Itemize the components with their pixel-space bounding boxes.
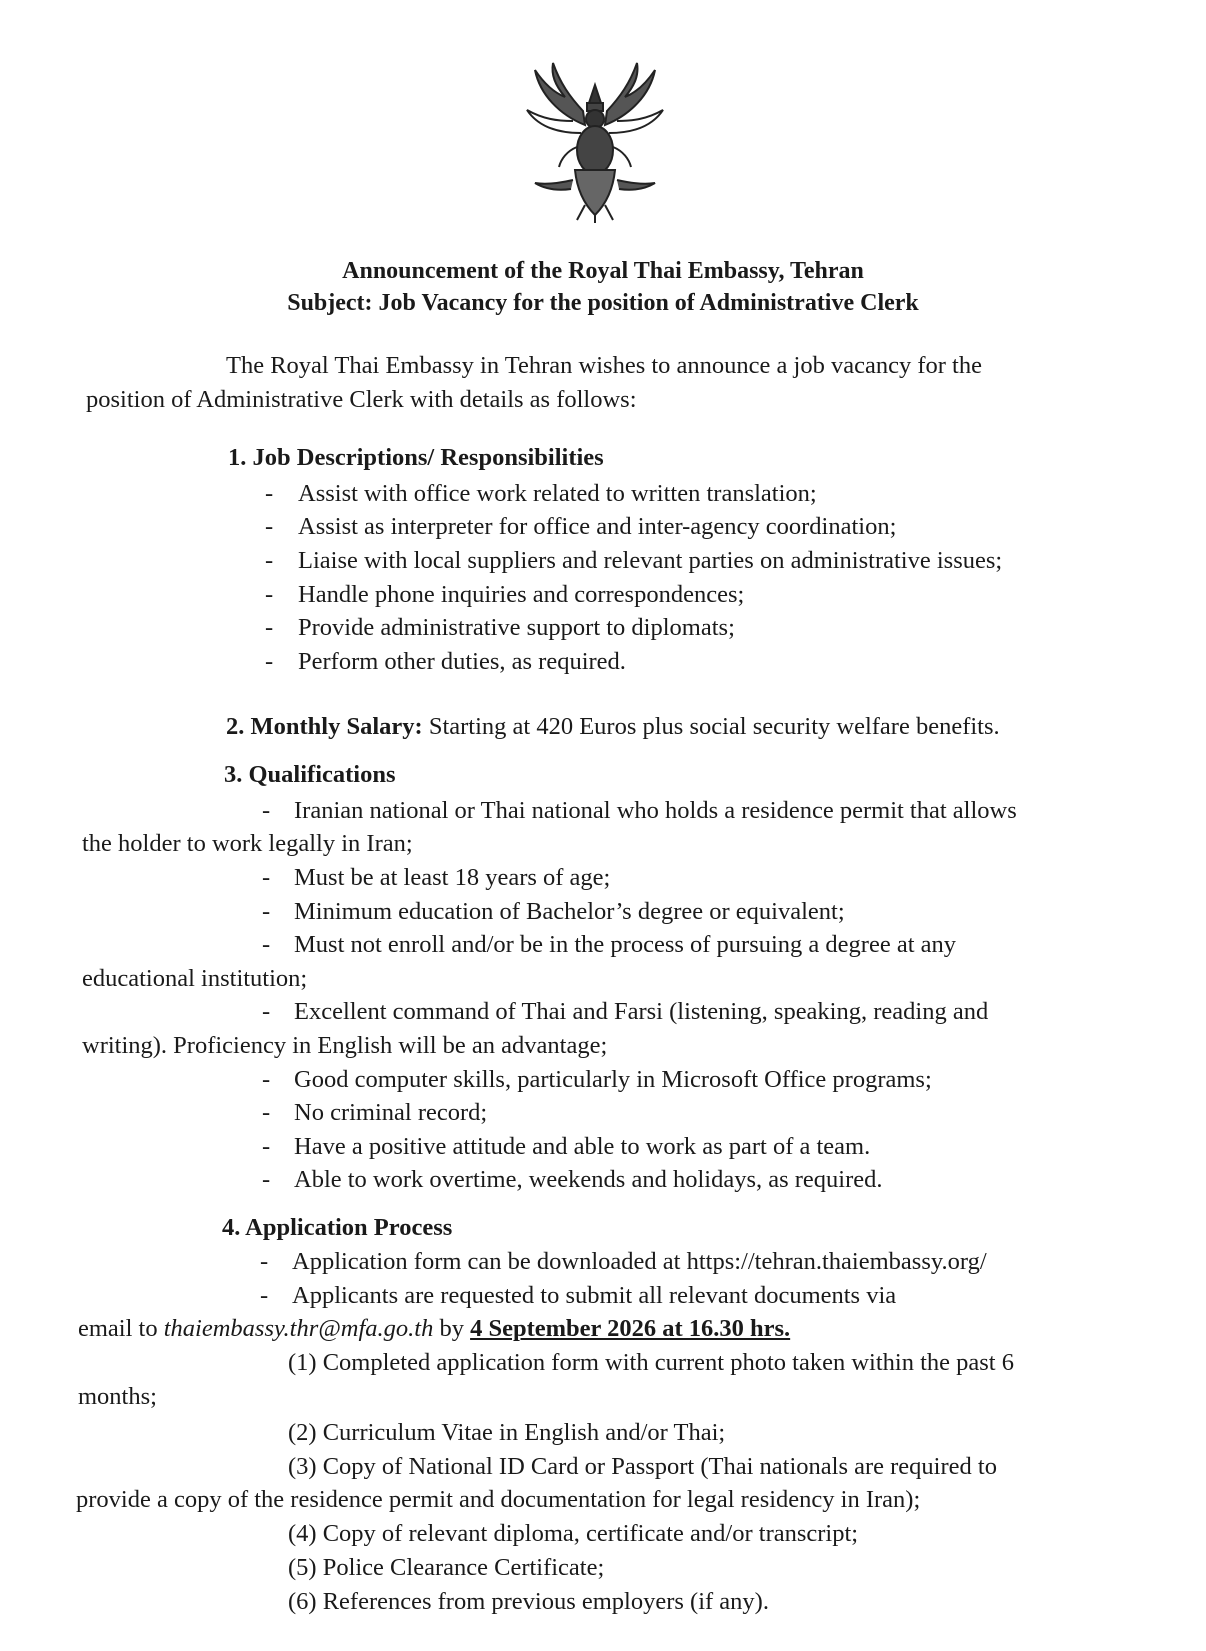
- bullet-dash: -: [260, 1282, 269, 1309]
- list-item: Provide administrative support to diplomats;: [298, 614, 735, 641]
- section-3-heading: 3. Qualifications: [224, 761, 396, 788]
- doc-item: (6) References from previous employers (if any).: [288, 1588, 769, 1615]
- doc-item: (3) Copy of National ID Card or Passport (Thai nationals are required to: [288, 1453, 997, 1480]
- bullet-dash: -: [262, 898, 271, 925]
- bullet-dash: -: [262, 864, 271, 891]
- bullet-dash: -: [265, 480, 274, 507]
- list-item: Handle phone inquiries and correspondences;: [298, 581, 745, 608]
- download-line: Application form can be downloaded at https://tehran.thaiembassy.org/: [292, 1248, 987, 1275]
- deadline: 4 September 2026 at 16.30 hrs.: [470, 1315, 791, 1342]
- section-2-heading: 2. Monthly Salary:: [226, 713, 423, 740]
- section-2-line: [226, 715, 1000, 740]
- list-item: Have a positive attitude and able to work as part of a team.: [294, 1133, 871, 1160]
- list-item: No criminal record;: [294, 1099, 488, 1126]
- email-address: thaiembassy.thr@mfa.go.th: [163, 1315, 434, 1342]
- list-item-continued: educational institution;: [82, 965, 308, 992]
- list-item: Liaise with local suppliers and relevant parties on administrative issues;: [298, 547, 1003, 574]
- announcement-subject: Subject: Job Vacancy for the position of Administrative Clerk: [287, 290, 919, 316]
- email-line: [78, 1317, 790, 1342]
- bullet-dash: -: [262, 998, 271, 1025]
- list-item: Assist as interpreter for office and inter-agency coordination;: [298, 513, 897, 540]
- salary-text: Starting at 420 Euros plus social security welfare benefits.: [428, 713, 1000, 740]
- list-item: Assist with office work related to written translation;: [298, 480, 817, 507]
- list-item: Able to work overtime, weekends and holidays, as required.: [294, 1166, 883, 1193]
- intro-line-1: The Royal Thai Embassy in Tehran wishes to announce a job vacancy for the: [226, 352, 982, 379]
- email-by: by: [433, 1315, 471, 1342]
- section-4-heading: 4. Application Process: [222, 1214, 453, 1241]
- list-item: Must be at least 18 years of age;: [294, 864, 611, 891]
- list-item-continued: the holder to work legally in Iran;: [82, 830, 413, 857]
- doc-item: (5) Police Clearance Certificate;: [288, 1554, 605, 1581]
- doc-item-continued: months;: [78, 1383, 157, 1410]
- bullet-dash: -: [260, 1248, 269, 1275]
- bullet-dash: -: [265, 547, 274, 574]
- bullet-dash: -: [262, 1099, 271, 1126]
- garuda-emblem-icon: [515, 55, 675, 225]
- announcement-title: Announcement of the Royal Thai Embassy, Tehran: [342, 258, 864, 284]
- intro-line-2: position of Administrative Clerk with details as follows:: [86, 386, 637, 413]
- list-item: Good computer skills, particularly in Microsoft Office programs;: [294, 1066, 932, 1093]
- bullet-dash: -: [265, 581, 274, 608]
- list-item: Excellent command of Thai and Farsi (listening, speaking, reading and: [294, 998, 989, 1025]
- doc-item-continued: provide a copy of the residence permit and documentation for legal residency in Iran);: [76, 1486, 921, 1513]
- bullet-dash: -: [265, 648, 274, 675]
- list-item: Minimum education of Bachelor’s degree or equivalent;: [294, 898, 845, 925]
- email-prefix: email to: [78, 1315, 164, 1342]
- doc-item: (1) Completed application form with current photo taken within the past 6: [288, 1349, 1014, 1376]
- section-1-heading: 1. Job Descriptions/ Responsibilities: [228, 444, 604, 471]
- list-item: Must not enroll and/or be in the process of pursuing a degree at any: [294, 931, 957, 958]
- list-item: Iranian national or Thai national who holds a residence permit that allows: [294, 797, 1017, 824]
- bullet-dash: -: [262, 931, 271, 958]
- doc-item: (2) Curriculum Vitae in English and/or Thai;: [288, 1419, 726, 1446]
- list-item: Perform other duties, as required.: [298, 648, 626, 675]
- bullet-dash: -: [265, 614, 274, 641]
- bullet-dash: -: [262, 1166, 271, 1193]
- bullet-dash: -: [265, 513, 274, 540]
- bullet-dash: -: [262, 1066, 271, 1093]
- submit-line: Applicants are requested to submit all relevant documents via: [292, 1282, 897, 1309]
- bullet-dash: -: [262, 797, 271, 824]
- doc-item: (4) Copy of relevant diploma, certificate and/or transcript;: [288, 1520, 859, 1547]
- bullet-dash: -: [262, 1133, 271, 1160]
- list-item-continued: writing). Proficiency in English will be an advantage;: [82, 1032, 608, 1059]
